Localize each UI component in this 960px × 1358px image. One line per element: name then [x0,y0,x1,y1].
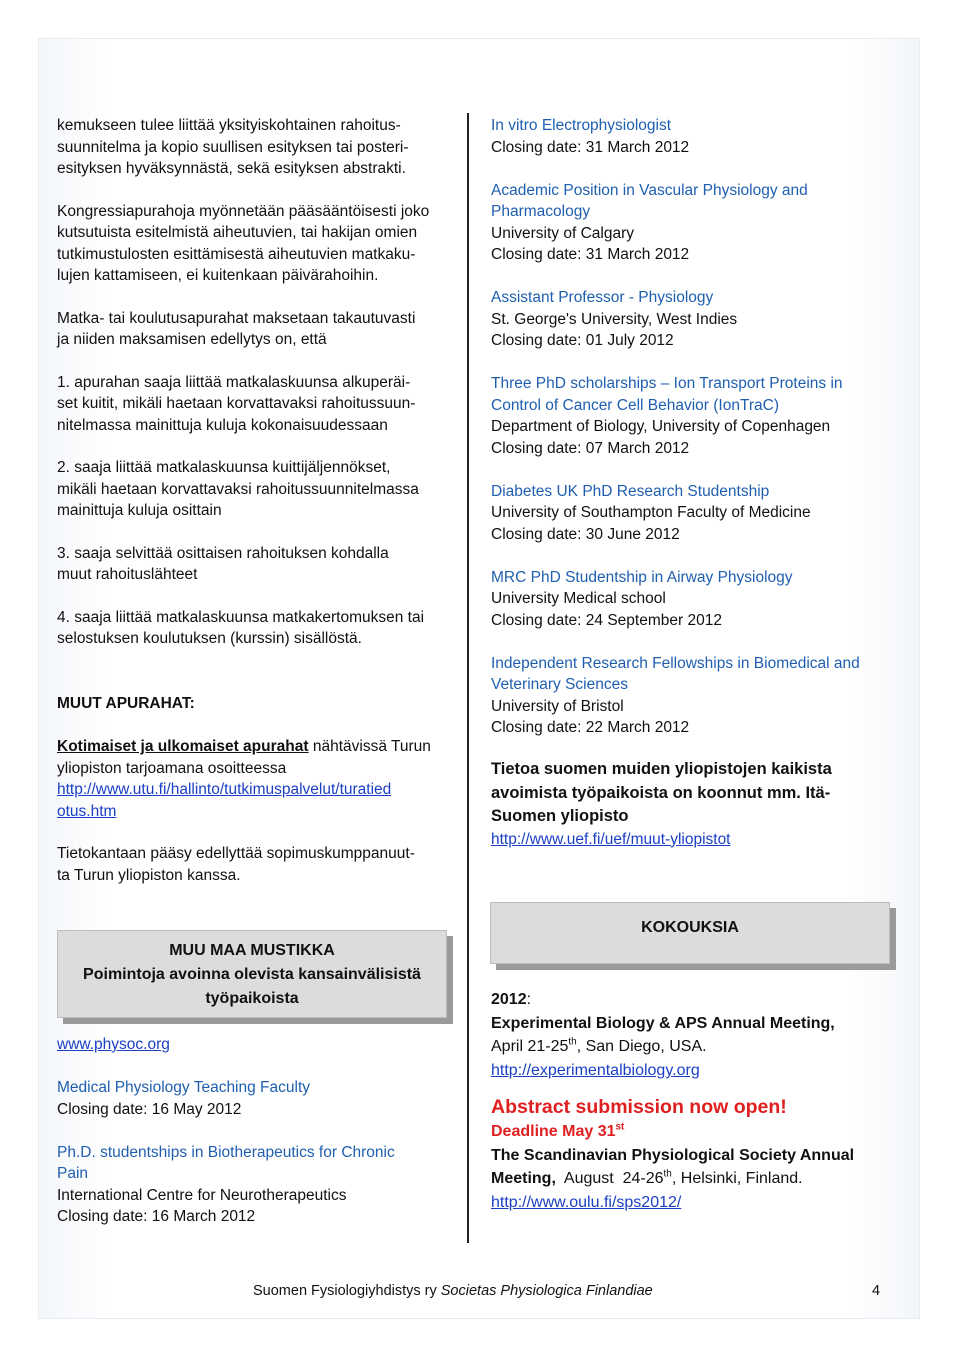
year-heading [491,988,901,1012]
text-line: Matka- tai koulutusapurahat maksetaan takautuvasti [57,309,416,327]
paragraph-domestic-grants [57,736,447,822]
left-jobs [57,1034,447,1249]
text-line: 3. saaja selvittää osittaisen rahoituksen kohdalla [57,544,389,562]
experimental-biology-link[interactable]: http://experimentalbiology.org [491,1061,700,1079]
deadline-suffix: st [615,1121,625,1133]
text-line: kemukseen tulee liittää yksityiskohtainen rahoitus- [57,117,401,134]
job-closing-date: Closing date: 22 March 2012 [491,719,690,736]
other-universities-note [491,758,891,850]
job-entry [491,567,891,632]
job-entry [491,115,891,158]
job-entry [57,1142,447,1228]
muu-maa-mustikka-box [57,930,447,1018]
text-line: ja niiden maksamisen edellytys on, että [57,331,327,348]
job-organization: International Centre for Neurotherapeutics [57,1186,347,1204]
job-title[interactable]: Academic Position in Vascular Physiology and [491,181,808,199]
job-closing-date: Closing date: 01 July 2012 [491,332,674,349]
eb-meeting-date [491,1035,901,1059]
society-latin-name: Societas Physiologica Finlandiae [440,1283,653,1299]
deadline-text: Deadline May 31 [491,1123,616,1140]
job-closing-date: Closing date: 31 March 2012 [491,138,690,156]
text-line: 4. saaja liittää matkalaskuunsa matkakertomuksen tai [57,608,425,626]
job-title[interactable]: Ph.D. studentships in Biotherapeutics for Chronic [57,1143,395,1161]
sps-meeting-bold: Meeting, [491,1170,556,1187]
job-organization: University of Calgary [491,224,634,242]
footer-society [253,1281,653,1301]
sps-date-start: August 24-26 [555,1170,664,1187]
eb-date-suffix: th [568,1036,577,1048]
text-line: tutkimustulosten esittämisestä aiheutuvien matkaku- [57,245,416,263]
eb-date-start: April 21-25 [491,1038,569,1055]
box-title: MUU MAA MUSTIKKA [169,942,335,959]
text-line: mikäli haetaan korvattavaksi rahoitussuunnitelmassa [57,480,419,498]
job-title[interactable]: Medical Physiology Teaching Faculty [57,1079,311,1096]
job-title[interactable]: MRC PhD Studentship in Airway Physiology [491,568,793,586]
sps-meeting-title: The Scandinavian Physiological Society Annual [491,1146,855,1164]
job-organization: University of Southampton Faculty of Medicine [491,504,811,521]
box-subtitle: työpaikoista [205,990,299,1007]
text-line: selostuksen koulutuksen (kurssin) sisällöstä. [57,630,362,647]
deadline-notice [491,1120,901,1144]
text-line: Suomen yliopisto [491,807,629,825]
job-organization: Department of Biology, University of Copenhagen [491,418,831,435]
job-title[interactable]: Pharmacology [491,203,591,220]
text-line: suunnitelma ja kopio suullisen esityksen tai posteri- [57,138,409,156]
list-item-3 [57,543,447,586]
job-closing-date: Closing date: 30 June 2012 [491,525,680,543]
paragraph-congress-grants [57,201,447,287]
job-entry [491,287,891,352]
paragraph-application [57,115,447,180]
text-line: set kuitit, mikäli haetaan korvattavaksi rahoitussuun- [57,395,416,412]
job-entry [491,373,891,459]
eb-date-place: , San Diego, USA. [576,1038,707,1055]
text-line [57,736,447,758]
job-closing-date: Closing date: 16 March 2012 [57,1208,256,1225]
job-title[interactable]: Control of Cancer Cell Behavior (IonTraC) [491,396,780,414]
right-column [491,115,891,850]
text-line: Kongressiapurahoja myönnetään pääsääntöisesti joko [57,202,430,220]
text-line: mainittuja kuluja osittain [57,502,222,519]
society-name: Suomen Fysiologiyhdistys ry [253,1283,441,1299]
eb-meeting-title: Experimental Biology & APS Annual Meeting, [491,1014,835,1032]
job-closing-date: Closing date: 07 March 2012 [491,439,690,457]
text-line: ta Turun yliopiston kanssa. [57,866,241,884]
job-closing-date: Closing date: 31 March 2012 [491,246,690,263]
sps-meeting-date [491,1167,901,1191]
job-entry [491,180,891,266]
job-title[interactable]: Pain [57,1165,89,1182]
list-item-1 [57,372,447,437]
muut-apurahat-heading: MUUT APURAHAT: [57,694,195,712]
job-entry [491,481,891,546]
domestic-grants-rest: nähtävissä Turun [308,738,431,755]
physoc-link[interactable]: www.physoc.org [57,1036,170,1053]
job-title[interactable]: Veterinary Sciences [491,676,628,693]
column-divider [467,113,469,1243]
text-line: kutsutuista esitelmistä aiheutuvien, tai hakijan omien [57,224,418,241]
text-line: 2. saaja liittää matkalaskuunsa kuittijäljennökset, [57,459,391,476]
box-subtitle: Poimintoja avoinna olevista kansainvälisistä [83,966,421,983]
sps-link[interactable]: http://www.oulu.fi/sps2012/ [491,1193,682,1211]
text-line: esityksen hyväksynnästä, sekä esityksen abstrakti. [57,160,406,177]
text-line: yliopiston tarjoamana osoitteessa [57,759,287,777]
uef-link[interactable]: http://www.uef.fi/uef/muut-yliopistot [491,830,731,848]
domestic-grants-bold: Kotimaiset ja ulkomaiset apurahat [57,738,309,755]
job-title[interactable]: Independent Research Fellowships in Biomedical and [491,654,860,672]
year-bold: 2012 [491,991,527,1008]
job-closing-date: Closing date: 16 May 2012 [57,1100,242,1118]
year-colon: : [526,991,532,1008]
sps-date-place: , Helsinki, Finland. [671,1170,803,1187]
list-item-4 [57,607,447,650]
job-closing-date: Closing date: 24 September 2012 [491,611,722,629]
kokouksia-box [490,902,890,964]
kokouksia-heading: KOKOUKSIA [641,919,739,936]
job-organization: St. George's University, West Indies [491,310,738,328]
job-organization: University Medical school [491,590,666,607]
utu-grants-link-cont[interactable]: otus.htm [57,802,117,820]
text-line: Tietokantaan pääsy edellyttää sopimuskumppanuut- [57,845,415,862]
paragraph-database-access [57,843,447,886]
job-title[interactable]: Three PhD scholarships – Ion Transport Proteins in [491,375,843,392]
job-organization: University of Bristol [491,697,624,715]
text-line: 1. apurahan saaja liittää matkalaskuunsa alkuperäi- [57,373,411,391]
abstract-submission-notice: Abstract submission now open! [491,1096,787,1118]
text-line: nitelmassa mainittuja kuluja kokonaisuudessaan [57,416,388,434]
job-entry [57,1077,447,1120]
page-number: 4 [872,1283,881,1299]
job-title[interactable]: In vitro Electrophysiologist [491,117,672,134]
text-line: lujen kattamiseen, ei kuitenkaan päivärahoihin. [57,267,379,284]
left-column [57,115,447,907]
utu-grants-link[interactable]: http://www.utu.fi/hallinto/tutkimuspalvelut/turatied [57,781,392,798]
paragraph-travel-grants [57,308,447,351]
sps-date-suffix: th [663,1168,672,1180]
meetings-section [491,988,901,1214]
list-item-2 [57,457,447,522]
job-title[interactable]: Diabetes UK PhD Research Studentship [491,482,770,500]
text-line: avoimista työpaikoista on koonnut mm. Itä- [491,783,831,802]
text-line: muut rahoituslähteet [57,566,198,583]
text-line: Tietoa suomen muiden yliopistojen kaikista [491,760,832,778]
job-title[interactable]: Assistant Professor - Physiology [491,289,714,306]
job-entry [491,653,891,739]
